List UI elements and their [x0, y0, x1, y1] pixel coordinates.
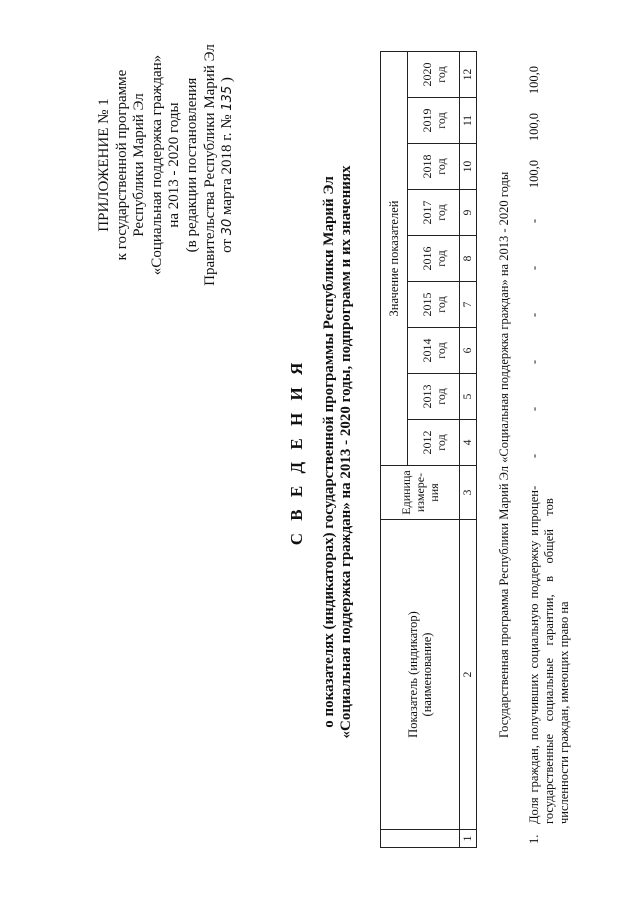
date-suffix: ): [219, 77, 236, 83]
year-value: 2020: [419, 62, 434, 87]
appendix-line: на 2013 - 2020 годы: [166, 102, 183, 228]
year-value: 2017: [419, 200, 434, 225]
year-value: 2012: [419, 430, 434, 455]
year-cell: [408, 144, 460, 190]
column-number: 2: [460, 520, 477, 830]
indicator-value: 100,0: [527, 112, 541, 142]
date-prefix: от: [219, 239, 236, 253]
indicator-text: Доля граждан, получивших социальную поддержку и государственные социальные гарантии, в общей численности граждан, имеющих право на: [527, 529, 571, 824]
year-word: год: [433, 112, 448, 129]
year-word: год: [433, 388, 448, 405]
appendix-line: Правительства Республики Марий Эл: [201, 44, 218, 286]
indicator-value: 100,0: [527, 65, 541, 95]
indicator-unit-line: тов: [542, 498, 556, 516]
year-word: год: [433, 66, 448, 83]
year-word: год: [433, 434, 448, 451]
header-number: [381, 830, 460, 848]
date-number: 135: [220, 85, 236, 111]
indicator-unit-line: процен-: [527, 485, 541, 529]
column-number: 4: [460, 420, 477, 466]
header-indicator-line: Показатель (индикатор): [406, 611, 420, 738]
header-unit-line: ния: [427, 483, 441, 502]
document-title: [287, 60, 355, 844]
column-number: 3: [460, 466, 477, 520]
title-line-1: о показателях (индикаторах) государственной программы Республики Марий Эл: [321, 176, 337, 728]
appendix-date-line: [219, 40, 237, 290]
year-cell: [408, 420, 460, 466]
date-middle: марта 2018 г. №: [219, 114, 236, 215]
appendix-line: Республики Марий Эл: [131, 93, 148, 237]
year-cell: [408, 98, 460, 144]
appendix-line: «Социальная поддержка граждан»: [148, 54, 165, 276]
header-unit-line: Единица: [399, 470, 413, 515]
header-unit: [381, 466, 460, 520]
indicator-value: -: [527, 453, 541, 459]
indicator-value: -: [527, 218, 541, 224]
appendix-line: ПРИЛОЖЕНИЕ № 1: [96, 98, 112, 232]
indicator-value: -: [527, 359, 541, 365]
indicators-table: [380, 51, 477, 848]
column-number: 12: [460, 52, 477, 98]
indicator-value: 100,0: [527, 159, 541, 189]
title-heading: С В Е Д Е Н И Я: [287, 358, 306, 546]
row-number: 1.: [527, 834, 541, 844]
column-number: 8: [460, 236, 477, 282]
column-number: 5: [460, 374, 477, 420]
indicator-unit: [527, 481, 557, 533]
year-value: 2018: [419, 154, 434, 179]
appendix-line: (в редакции постановления: [183, 77, 200, 253]
indicator-value: -: [527, 265, 541, 271]
year-cell: [408, 236, 460, 282]
title-line-2: «Социальная поддержка граждан» на 2013 - 2020 годы, подпрограмм и их значениях: [338, 165, 354, 739]
column-number: 10: [460, 144, 477, 190]
column-number: 11: [460, 98, 477, 144]
column-number: 6: [460, 328, 477, 374]
year-cell: [408, 282, 460, 328]
year-word: год: [433, 204, 448, 221]
column-number: 1: [460, 830, 477, 848]
column-number: 9: [460, 190, 477, 236]
year-word: год: [433, 296, 448, 313]
indicator-value: -: [527, 406, 541, 412]
appendix-line: к государственной программе: [113, 69, 130, 261]
year-value: 2019: [419, 108, 434, 133]
year-value: 2015: [419, 292, 434, 317]
column-number: 7: [460, 282, 477, 328]
header-unit-line: измере-: [413, 472, 427, 513]
column-numbers-row: [460, 52, 477, 848]
year-word: год: [433, 158, 448, 175]
year-cell: [408, 328, 460, 374]
date-day: 30: [220, 218, 236, 236]
year-value: 2016: [419, 246, 434, 271]
header-indicator: [381, 520, 460, 830]
year-word: год: [433, 342, 448, 359]
indicator-value: -: [527, 312, 541, 318]
year-word: год: [433, 250, 448, 267]
year-cell: [408, 52, 460, 98]
header-indicator-line: (наименование): [420, 632, 434, 717]
header-values: Значение показателей: [381, 52, 408, 466]
appendix-block: [96, 40, 237, 290]
section-title: Государственная программа Республики Марий Эл «Социальная поддержка граждан» на 2013 - 2020 годы: [497, 171, 511, 738]
year-value: 2013: [419, 384, 434, 409]
year-value: 2014: [419, 338, 434, 363]
year-cell: [408, 374, 460, 420]
year-cell: [408, 190, 460, 236]
